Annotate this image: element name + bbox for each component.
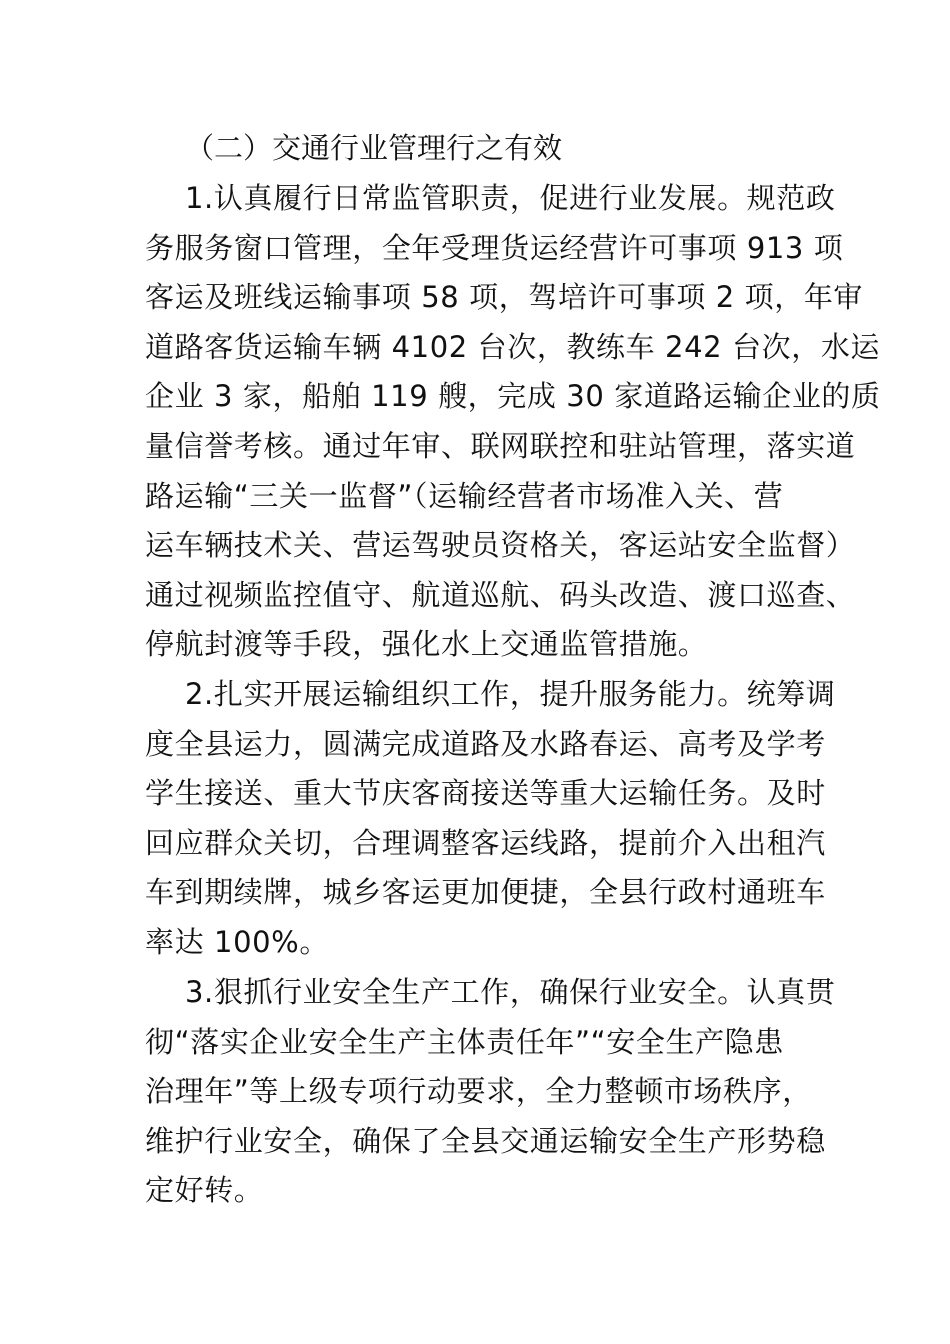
paragraph-line: 度全县运力，圆满完成道路及水路春运、高考及学考 (145, 726, 826, 761)
paragraph-line: 定好转。 (145, 1173, 264, 1208)
paragraph-line: 率达 100%。 (145, 924, 329, 959)
paragraph-line: 路运输“三关一监督”（运输经营者市场准入关、营 (145, 478, 784, 513)
paragraph-line: 客运及班线运输事项 58 项，驾培许可事项 2 项，年审 (145, 280, 864, 315)
paragraph-line: 道路客货运输车辆 4102 台次，教练车 242 台次，水运 (145, 329, 881, 364)
paragraph-line: 量信誉考核。通过年审、联网联控和驻站管理，落实道 (145, 428, 856, 463)
paragraph-2 (145, 670, 836, 968)
paragraph-line: 学生接送、重大节庆客商接送等重大运输任务。及时 (145, 776, 826, 811)
paragraph-line: 1.认真履行日常监管职责，促进行业发展。规范政 (185, 181, 836, 215)
paragraph-line: 停航封渡等手段，强化水上交通监管措施。 (145, 627, 708, 662)
paragraph-line: 治理年”等上级专项行动要求，全力整顿市场秩序， (145, 1074, 812, 1109)
section-heading: （二）交通行业管理行之有效 (185, 131, 563, 165)
paragraph-line: 3.狠抓行业安全生产工作，确保行业安全。认真贯 (185, 975, 836, 1009)
paragraph-line: 运车辆技术关、营运驾驶员资格关，客运站安全监督） (145, 528, 856, 563)
paragraph-line: 企业 3 家，船舶 119 艘，完成 30 家道路运输企业的质 (145, 379, 881, 414)
paragraph-line: 务服务窗口管理，全年受理货运经营许可事项 913 项 (145, 230, 844, 265)
paragraph-line: 回应群众关切，合理调整客运线路，提前介入出租汽 (145, 825, 826, 860)
paragraph-line: 车到期续牌，城乡客运更加便捷，全县行政村通班车 (145, 875, 826, 910)
paragraph-1 (145, 174, 881, 670)
paragraph-line: 彻“落实企业安全生产主体责任年”“安全生产隐患 (145, 1024, 784, 1059)
paragraph-3 (145, 968, 836, 1216)
paragraph-line: 通过视频监控值守、航道巡航、码头改造、渡口巡查、 (145, 577, 856, 612)
paragraph-line: 维护行业安全，确保了全县交通运输安全生产形势稳 (145, 1123, 826, 1158)
paragraph-line: 2.扎实开展运输组织工作，提升服务能力。统筹调 (185, 677, 836, 711)
